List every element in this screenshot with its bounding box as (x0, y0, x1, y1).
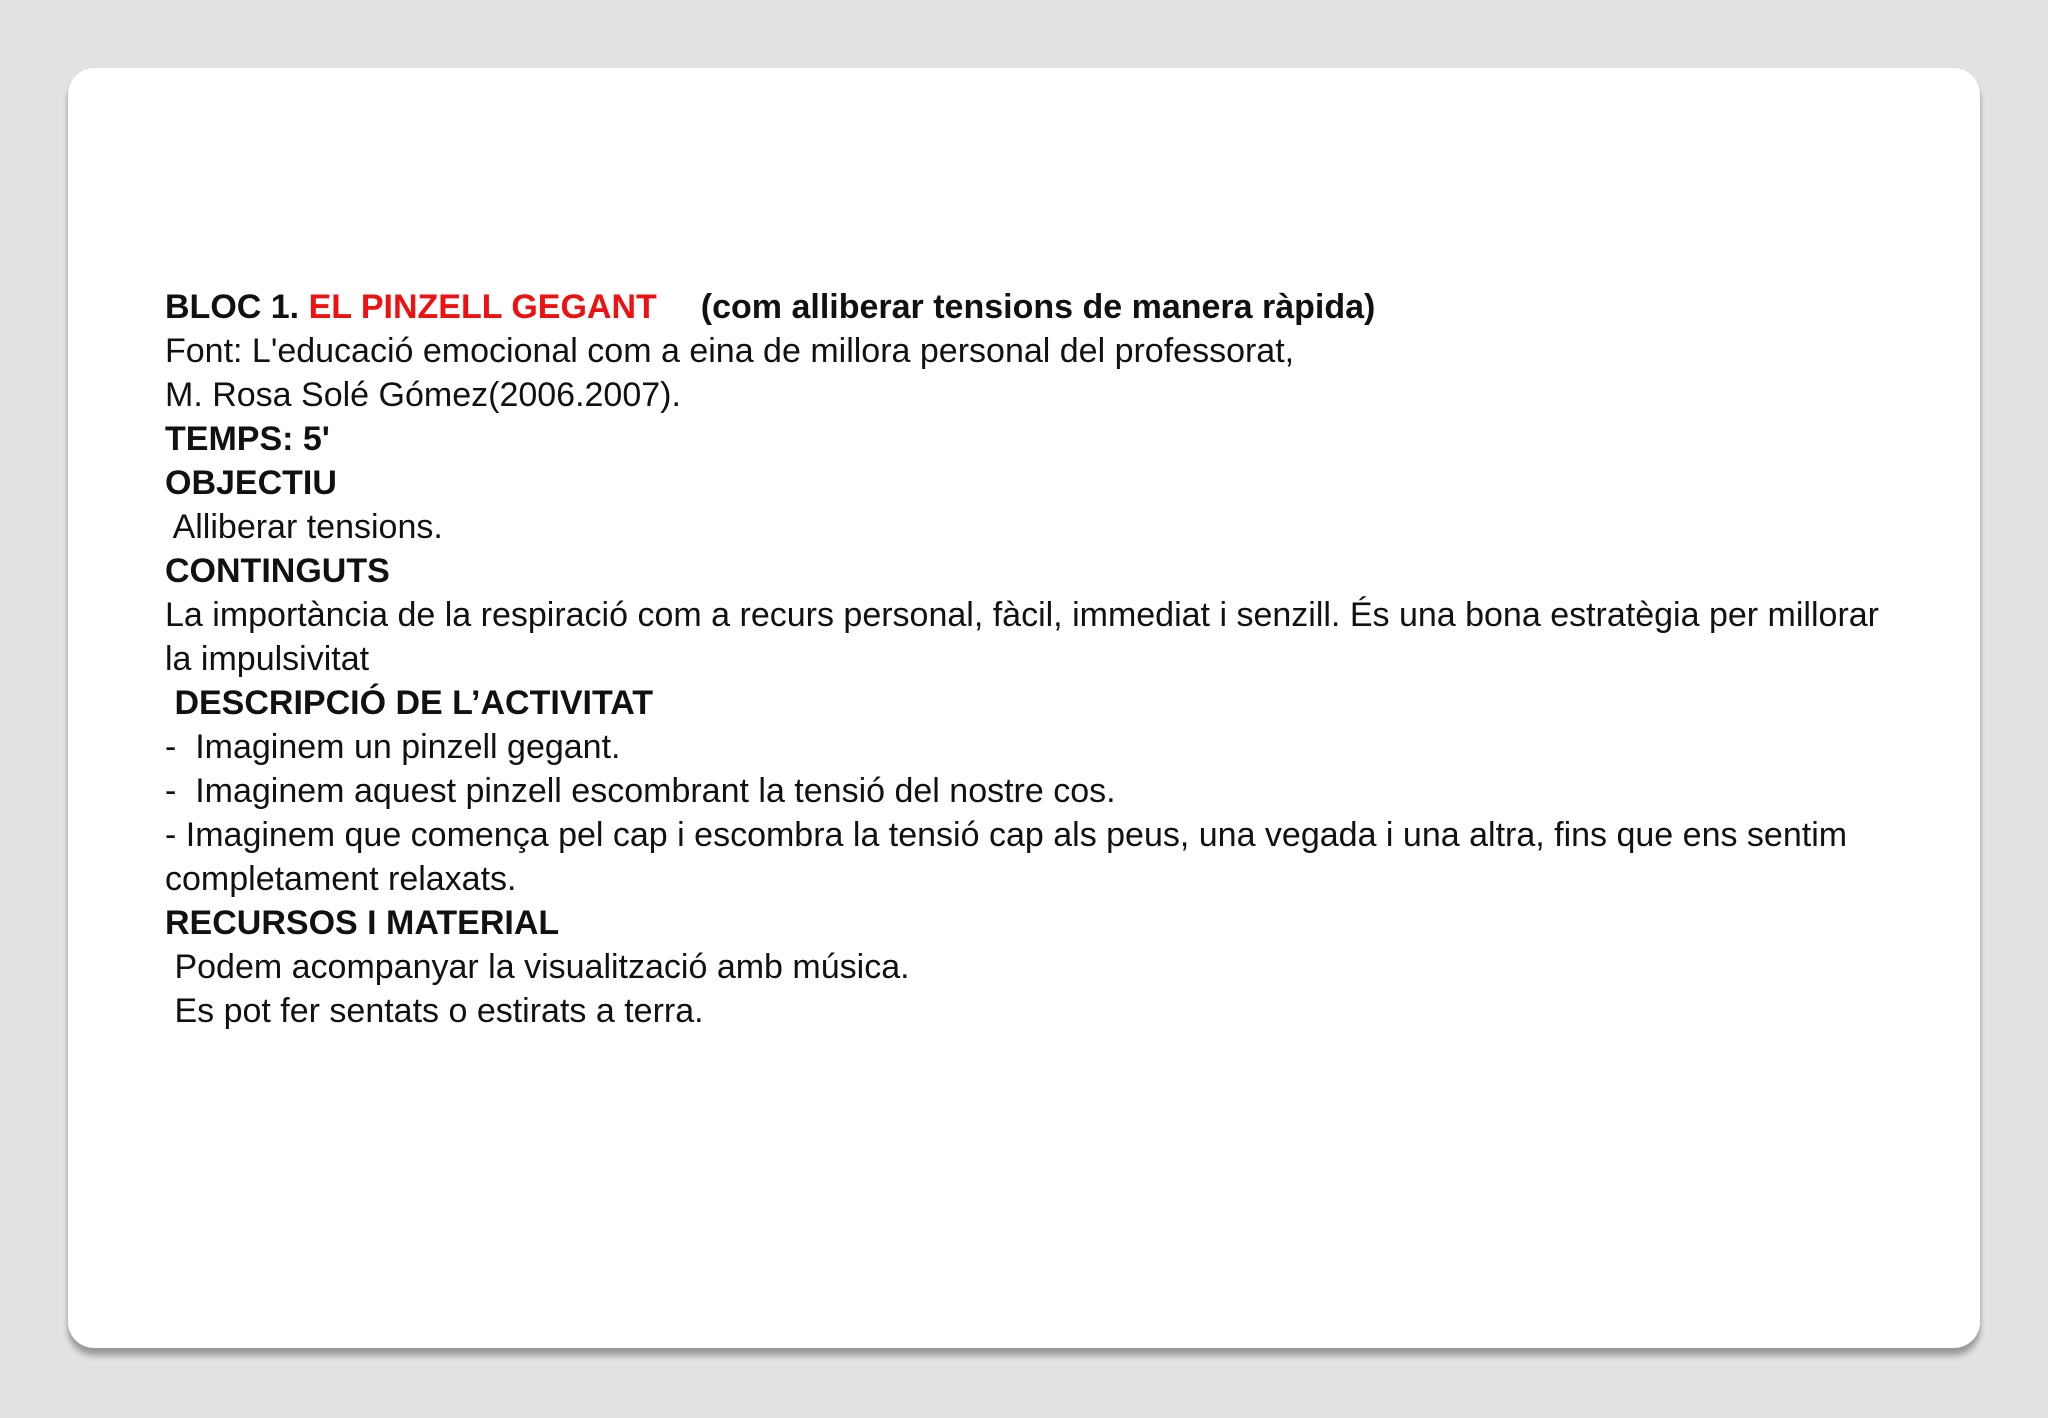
resources-line: Podem acompanyar la visualització amb música. (165, 948, 910, 986)
activity-subtitle: (com alliberar tensions de manera ràpida) (700, 288, 1376, 326)
activity-title (165, 285, 1905, 329)
description-heading: DESCRIPCIÓ DE L’ACTIVITAT (165, 684, 653, 722)
description-item: - Imaginem que comença pel cap i escombra la tensió cap als peus, una vegada i una altra, fins que ens sentim completament relaxats. (165, 816, 1848, 898)
objective-text: Alliberar tensions. (165, 508, 443, 546)
title-prefix: BLOC 1. (165, 288, 309, 326)
activity-sheet (165, 285, 1905, 1033)
time-heading: TEMPS: 5' (165, 420, 330, 458)
contents-text: La importància de la respiració com a recurs personal, fàcil, immediat i senzill. És una bona estratègia per millorar la impulsivitat (165, 596, 1879, 678)
source-line-1: Font: L'educació emocional com a eina de millora personal del professorat, (165, 332, 1295, 370)
source-line-2: M. Rosa Solé Gómez(2006.2007). (165, 376, 681, 414)
contents-heading: CONTINGUTS (165, 552, 390, 590)
description-item: - Imaginem aquest pinzell escombrant la tensió del nostre cos. (165, 772, 1116, 810)
resources-line: Es pot fer sentats o estirats a terra. (165, 992, 704, 1030)
resources-heading: RECURSOS I MATERIAL (165, 904, 560, 942)
slide-card (68, 68, 1980, 1348)
description-item: - Imaginem un pinzell gegant. (165, 728, 621, 766)
objective-heading: OBJECTIU (165, 464, 337, 502)
activity-name: EL PINZELL GEGANT (308, 288, 657, 326)
